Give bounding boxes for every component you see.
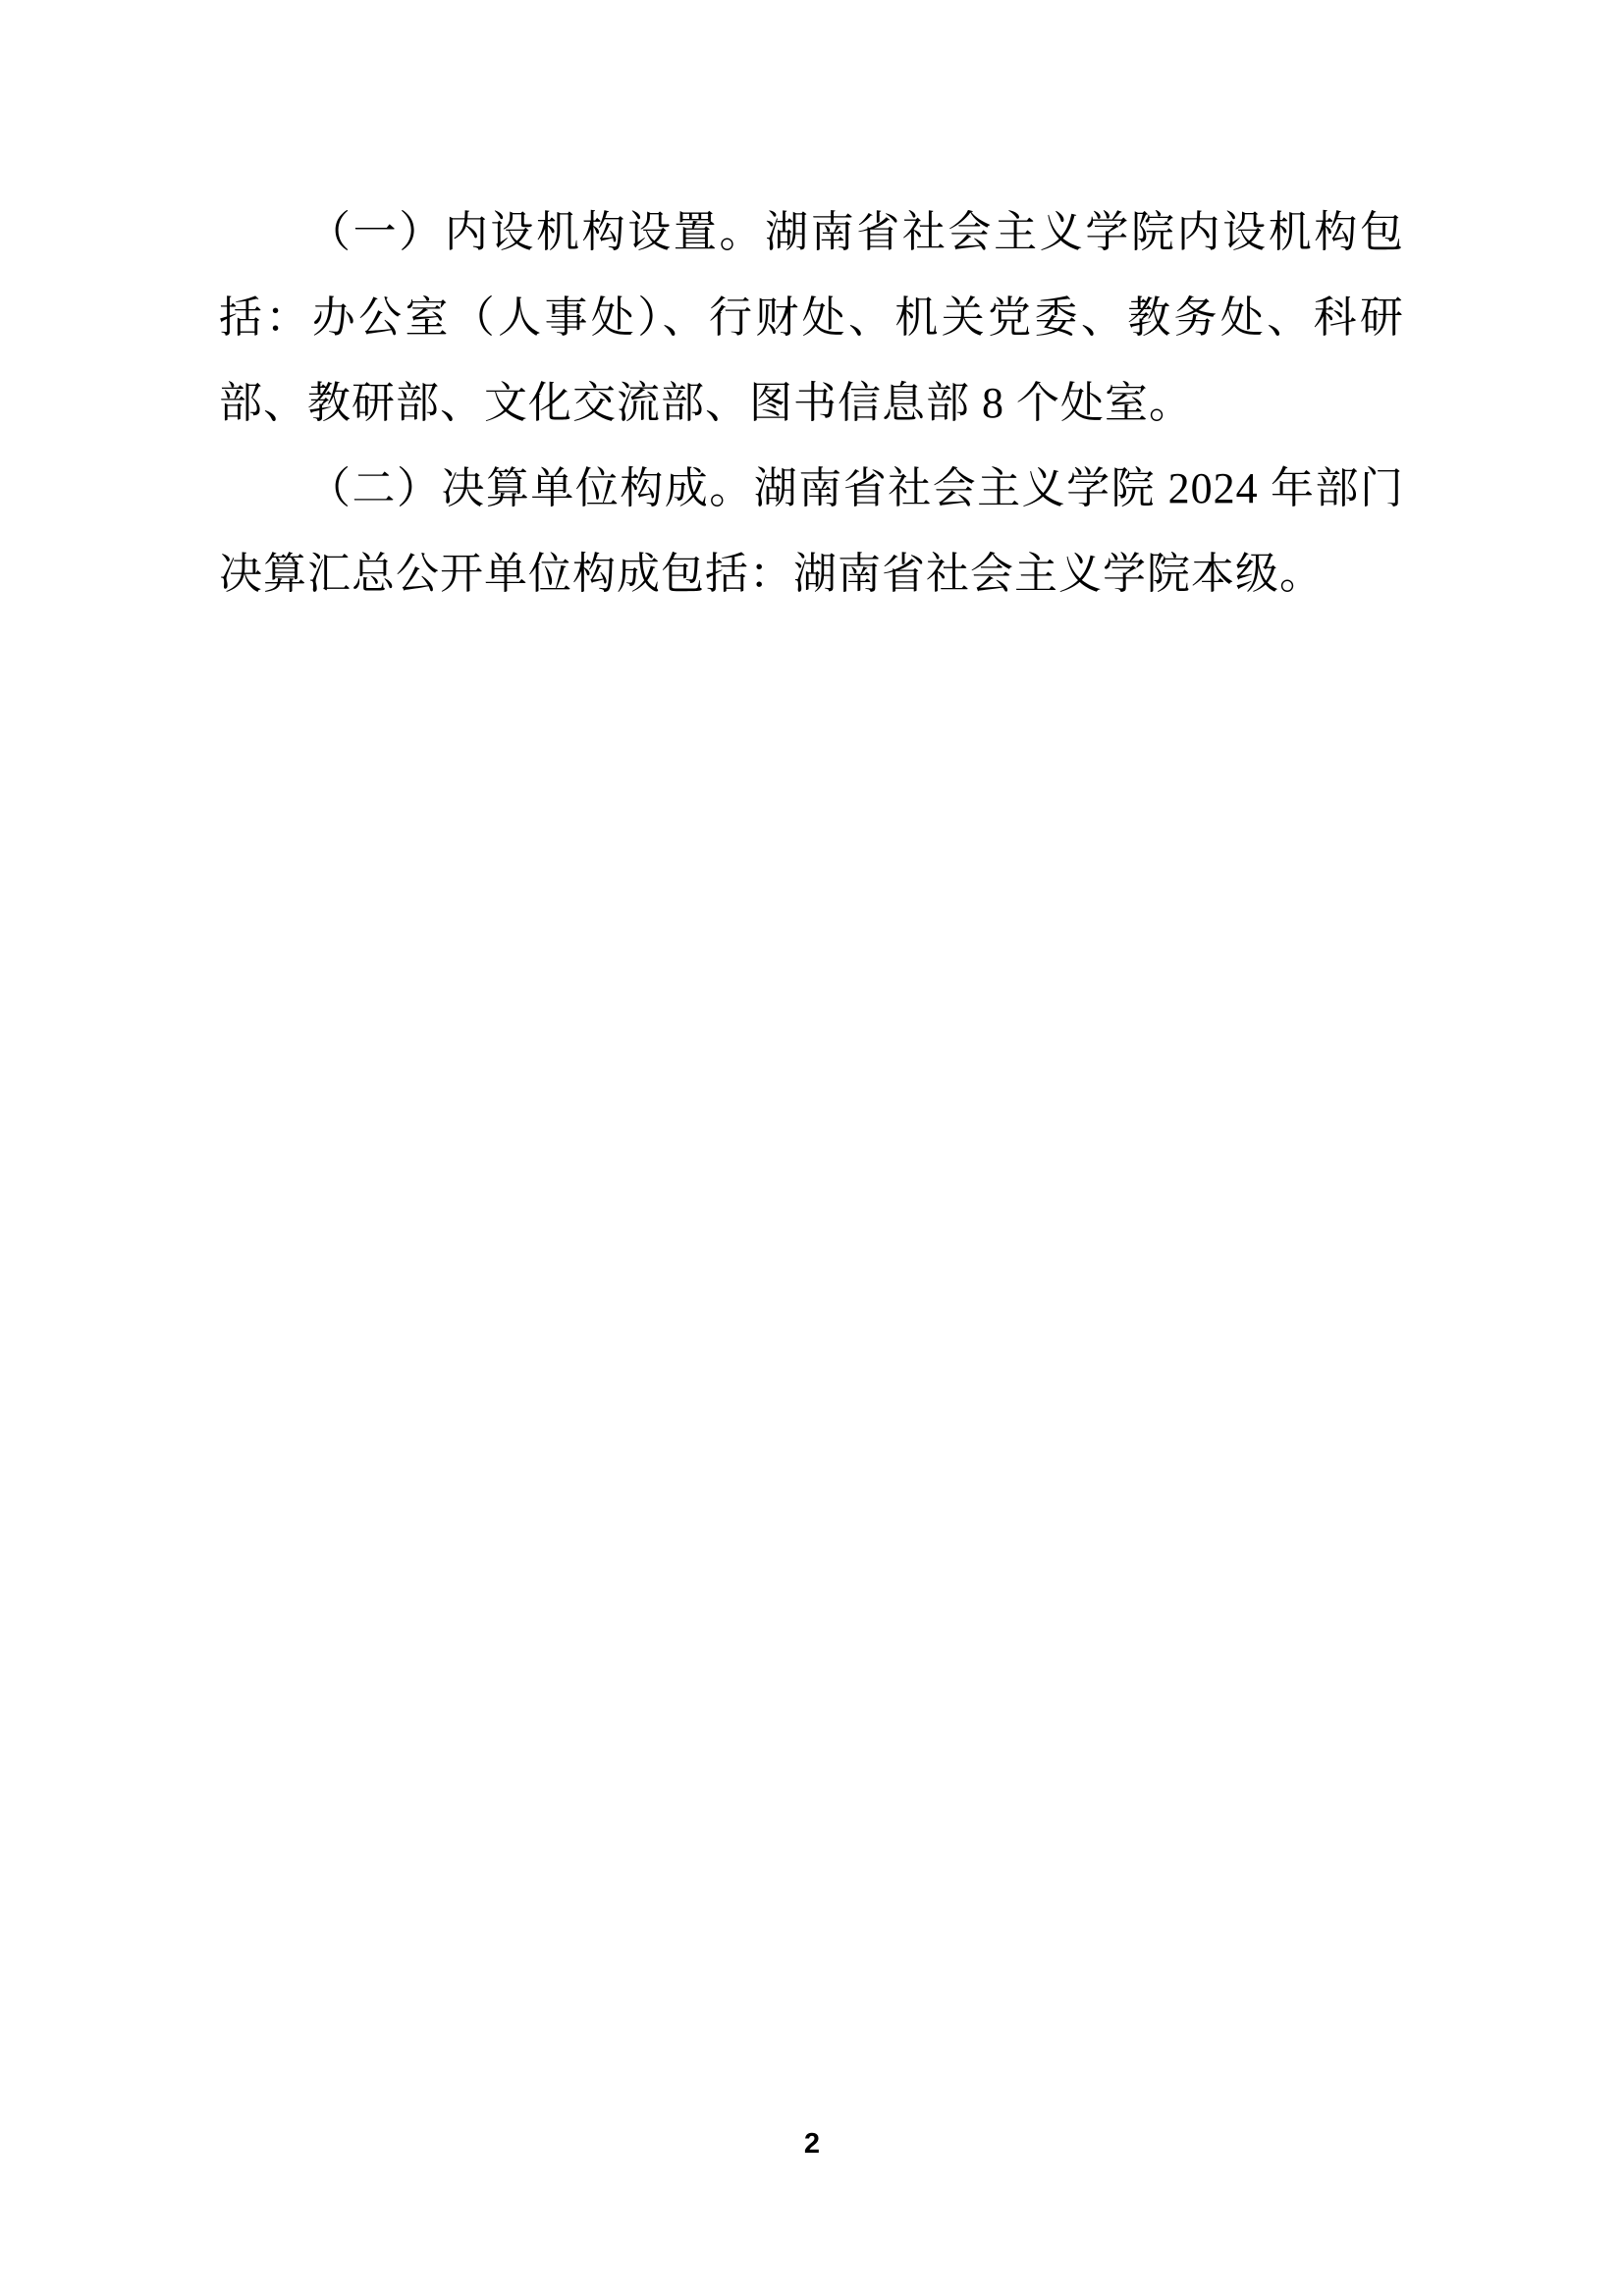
- page-number: 2: [803, 2128, 821, 2160]
- document-body: [219, 189, 1404, 616]
- paragraph-internal-structure: （一）内设机构设置。湖南省社会主义学院内设机构包括：办公室（人事处）、行财处、机关党委、教务处、科研部、教研部、文化交流部、图书信息部 8 个处室。: [219, 208, 1404, 427]
- paragraph-unit-composition: （二）决算单位构成。湖南省社会主义学院 2024 年部门决算汇总公开单位构成包括：湖南省社会主义学院本级。: [219, 464, 1404, 598]
